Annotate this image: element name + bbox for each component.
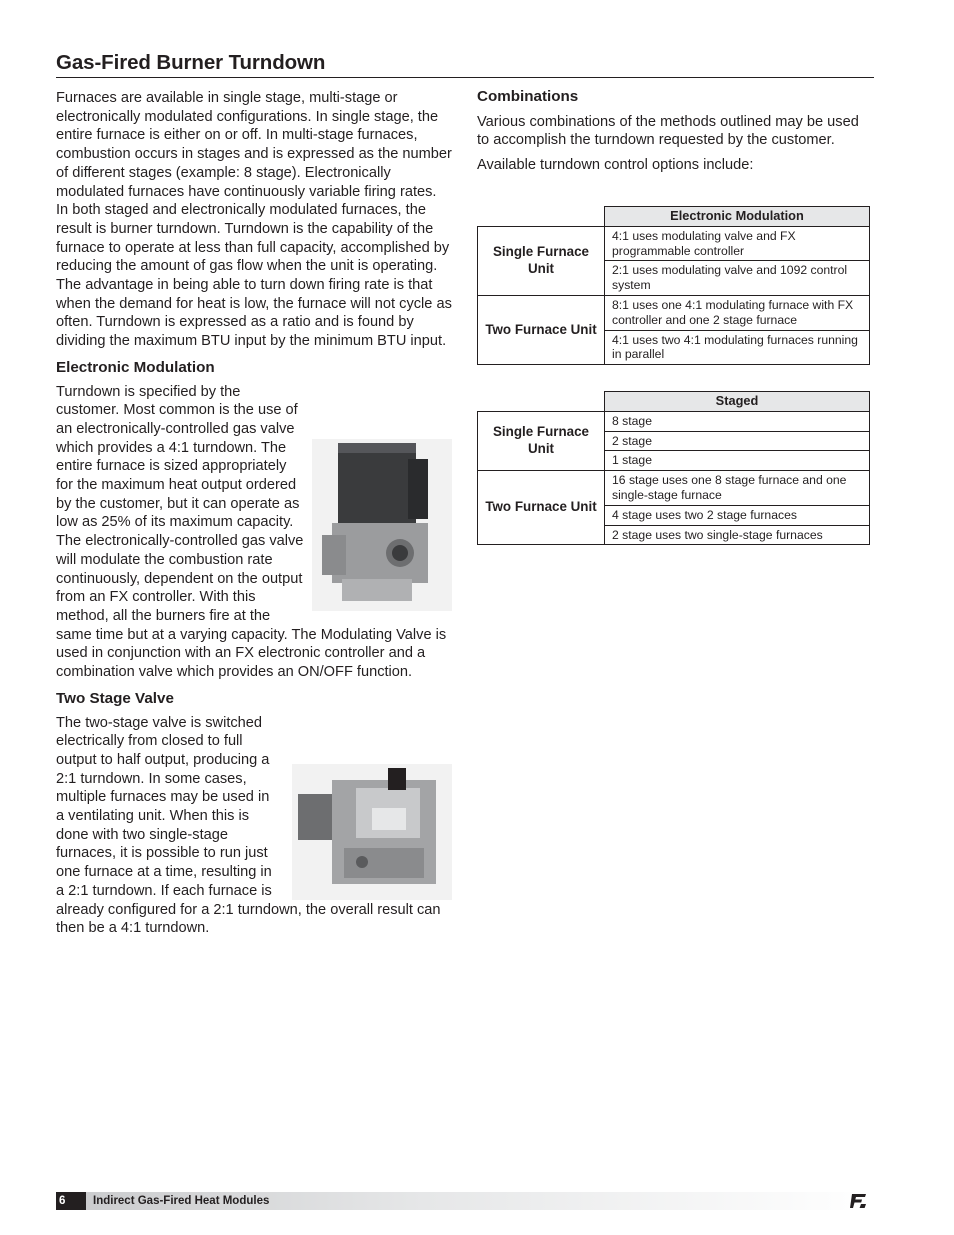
two-stage-valve-body bbox=[56, 714, 452, 938]
table-cell: 2 stage bbox=[605, 431, 870, 451]
table-cell: 2:1 uses modulating valve and 1092 control system bbox=[605, 261, 870, 296]
two-stage-valve-text: The two-stage valve is switched electrically from closed to full output to half output, producing a 2:1 turndown. In some cases, multiple furnaces may be used in a ventilating unit. When this is done with two single-stage furnaces, it is possible to run just one furnace at a time, resulting in a 2:1 turndown. If each furnace is already configured for a 2:1 turndown, the overall result can then be a 4:1 turndown. bbox=[56, 714, 441, 937]
table-corner bbox=[478, 207, 605, 227]
two-stage-valve-image bbox=[292, 764, 452, 900]
page-title: Gas-Fired Burner Turndown bbox=[56, 51, 326, 74]
two-stage-valve-icon bbox=[292, 764, 452, 900]
page-number: 6 bbox=[56, 1192, 86, 1210]
right-column bbox=[477, 88, 869, 175]
row-label-two-furnace: Two Furnace Unit bbox=[478, 471, 605, 545]
electronic-modulation-table bbox=[477, 206, 870, 365]
electronic-modulation-heading: Electronic Modulation bbox=[56, 358, 215, 376]
table-cell: 16 stage uses one 8 stage furnace and one single-stage furnace bbox=[605, 471, 870, 506]
electronic-modulation-text: Turndown is specified by the customer. Most common is the use of an electronically-controlled gas valve which provides a 4:1 turndown. The entire furnace is sized appropriately for the maximum heat output ordered by the customer, but it can operate as low as 25% of its maximum capacity. The electronically-controlled gas valve will modulate the combustion rate continuously, dependent on the output from an FX controller. With this method, all the burners fire at the same time but at a varying capacity. The Modulating Valve is used in conjunction with an FX electronic controller and a combination valve which provides an ON/OFF function. bbox=[56, 383, 447, 681]
modulating-valve-image bbox=[312, 439, 452, 611]
table-cell: 4:1 uses modulating valve and FX programmable controller bbox=[605, 226, 870, 261]
table-cell: 4:1 uses two 4:1 modulating furnaces running in parallel bbox=[605, 330, 870, 365]
table-row bbox=[478, 411, 870, 431]
table-cell: 1 stage bbox=[605, 451, 870, 471]
footer-doc-title: Indirect Gas-Fired Heat Modules bbox=[93, 1195, 270, 1207]
two-stage-valve-heading: Two Stage Valve bbox=[56, 689, 174, 707]
combinations-heading: Combinations bbox=[477, 88, 579, 105]
table-cell: 8:1 uses one 4:1 modulating furnace with FX controller and one 2 stage furnace bbox=[605, 295, 870, 330]
table-row bbox=[478, 226, 870, 261]
intro-paragraph: Furnaces are available in single stage, multi-stage or electronically modulated configurations. In single stage, the entire furnace is either on or off. In multi-stage furnaces, combustion occurs in stages and is expressed as the number of different stages (example: 8 stage). Electronically modulated furnaces have continuously variable firing rates. In both staged and electronically modulated furnaces, the result is burner turndown. Turndown is the capability of the furnace to operate at less than full capacity, accomplished by reducing the amount of gas flow when the unit is operating. The advantage in being able to turn down firing rate is that when the demand for heat is low, the furnace will not cycle as often. Turndown is expressed as a ratio and is found by dividing the maximum BTU input by the minimum BTU input. bbox=[56, 90, 452, 350]
row-label-single-furnace: Single Furnace Unit bbox=[478, 226, 605, 295]
staged-table bbox=[477, 391, 870, 545]
options-text: Available turndown control options include: bbox=[477, 157, 754, 174]
combinations-text: Various combinations of the methods outlined may be used to accomplish the turndown requested by the customer. bbox=[477, 113, 859, 149]
title-rule bbox=[56, 77, 874, 78]
table-header: Electronic Modulation bbox=[605, 207, 870, 227]
table-header: Staged bbox=[605, 392, 870, 412]
table-row bbox=[478, 471, 870, 506]
table-cell: 4 stage uses two 2 stage furnaces bbox=[605, 505, 870, 525]
table-cell: 8 stage bbox=[605, 411, 870, 431]
electronic-modulation-body bbox=[56, 383, 452, 682]
modulating-valve-icon bbox=[312, 439, 452, 611]
table-cell: 2 stage uses two single-stage furnaces bbox=[605, 525, 870, 545]
left-column bbox=[56, 89, 452, 938]
row-label-single-furnace: Single Furnace Unit bbox=[478, 411, 605, 470]
table-corner bbox=[478, 392, 605, 412]
table-row bbox=[478, 295, 870, 330]
row-label-two-furnace: Two Furnace Unit bbox=[478, 295, 605, 364]
brand-logo-icon bbox=[849, 1193, 867, 1214]
